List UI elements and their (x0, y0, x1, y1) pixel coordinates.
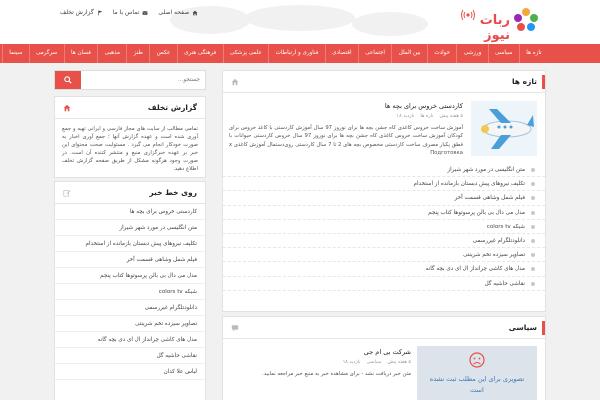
chat-icon (231, 324, 239, 332)
nav-item-sports[interactable]: ورزشی (456, 44, 487, 63)
home-icon (192, 10, 198, 16)
list-item[interactable]: دانلودتلگرام غیررسمی (55, 300, 205, 316)
home-icon (63, 104, 71, 112)
featured-meta (397, 114, 463, 119)
nav-item-entertainment[interactable]: سرگرمی (29, 44, 64, 63)
list-item[interactable]: تکلیف نیروهای پیش دبستان بازمانده از استخدام (55, 236, 205, 252)
top-links (60, 9, 198, 16)
latest-panel (222, 70, 546, 312)
list-item[interactable]: نقاشی حاشیه گل (55, 348, 205, 364)
panel-title: سیاسی (508, 323, 537, 332)
politics-panel (222, 316, 546, 400)
logo-text: ربات نیوز (479, 13, 510, 43)
list-item[interactable]: مدل های کاشی چرانداز ال ای دی بچه گانه (223, 262, 545, 276)
nav-item-politics[interactable]: سیاسی (488, 44, 519, 63)
nav-item-culture[interactable]: فرهنگی هنری (177, 44, 223, 63)
list-item[interactable]: متن انگلیسی در مورد شهر شیراز (55, 220, 205, 236)
latest-list (223, 163, 545, 291)
search-icon (64, 76, 72, 84)
list-item[interactable]: مدل های کاشی چرانداز ال ای دی بچه گانه (55, 332, 205, 348)
featured-title[interactable]: شرکت بی ام جی (363, 348, 411, 356)
nav-item-economy[interactable]: اقتصادی (325, 44, 358, 63)
list-item[interactable]: تصاویر سیزده تخم شرینتی (55, 316, 205, 332)
meta-views: بازدید ۱۸ (342, 360, 361, 365)
report-text: تمامی مطالب از سایت های مجاز فارسی و ایرانی تهیه و جمع آوری شده است و عهده گزارش آنها ؛ جمع آوری اخبار به صورت خودکار انجام می گیرد . مسئولیت صحت محتوای این خبر بر عهده خبرگزاری منبع و منتشر کننده آن است. در صورت وجود هرگونه مشکل از طریق صفحه گزارش تخلف اطلاع دهید. (62, 126, 198, 172)
list-item[interactable]: متن انگلیسی در مورد شهر شیراز (223, 163, 545, 177)
top-header (0, 0, 600, 44)
site-logo[interactable] (454, 6, 540, 43)
list-item[interactable]: فیلم شمل وشاهی قسمت آخر (223, 191, 545, 205)
featured-image[interactable] (471, 101, 537, 156)
list-item[interactable]: مدل می دال بی بالن پرسوتوها کتاب پنجم (223, 206, 545, 220)
panel-header (55, 97, 205, 119)
meta-category[interactable]: تازه ها (420, 114, 434, 119)
nav-item-social[interactable]: اجتماعی (358, 44, 391, 63)
image-caption: تصویری برای این مطلب ثبت نشده است (429, 375, 525, 394)
panel-header (223, 71, 545, 93)
panel-title: گزارش تخلف (147, 103, 197, 112)
trending-list (55, 204, 205, 380)
world-map-background (150, 0, 450, 44)
nav-item-tech[interactable]: فناوری و ارتباطات (268, 44, 325, 63)
list-item[interactable]: شبکه colors tv (55, 284, 205, 300)
list-item[interactable]: لباس علا کدان (55, 364, 205, 380)
featured-meta (343, 360, 411, 365)
top-link-report[interactable] (60, 9, 103, 16)
featured-excerpt: متن خبر دریافت نشد - برای مشاهده خبر به منبع خبر مراجعه نمایید. (262, 371, 411, 377)
flag-icon (97, 10, 103, 16)
top-link-contact[interactable] (113, 9, 149, 16)
title-accent (542, 75, 545, 89)
list-item[interactable]: فیلم شمل وشاهی قسمت آخر (55, 252, 205, 268)
meta-category[interactable]: سیاسی (366, 360, 382, 365)
nav-item-stories[interactable]: فسان ها (64, 44, 98, 63)
panel-header (55, 182, 205, 204)
nav-item-cinema[interactable]: سینما (2, 44, 29, 63)
meta-date: ۵ هفته پیش (387, 360, 411, 365)
search-input[interactable] (81, 71, 205, 89)
politics-image-placeholder[interactable] (417, 346, 537, 400)
list-item[interactable]: نقاشی حاشیه گل (223, 277, 545, 291)
envelope-icon (142, 10, 148, 16)
panel-title: روی خط خبر (149, 188, 197, 197)
nav-item-humor[interactable]: طنز (126, 44, 149, 63)
panel-header (223, 317, 545, 339)
logo-mark-icon (512, 6, 540, 34)
nav-item-incidents[interactable]: حوادث (427, 44, 456, 63)
trending-panel (54, 181, 206, 400)
featured-title[interactable]: کاردستی خروس برای بچه ها (384, 102, 463, 110)
list-item[interactable]: مدل می دال بی بالن پرسوتوها کتاب پنجم (55, 268, 205, 284)
list-item[interactable]: کاردستی خروس برای بچه ها (55, 204, 205, 220)
list-item[interactable]: تکلیف نیروهای پیش دبستان بازمانده از استخدام (223, 177, 545, 191)
nav-item-religion[interactable]: مذهبی (97, 44, 126, 63)
home-icon (231, 78, 239, 86)
nav-item-latest[interactable]: تازه ها (519, 44, 548, 63)
top-link-home[interactable] (158, 9, 198, 16)
top-link-label: گزارش تخلف (60, 9, 94, 16)
main-nav (0, 44, 600, 63)
toy-airplane-image (471, 101, 537, 156)
meta-date: ۵ هفته پیش (439, 114, 463, 119)
nav-item-science[interactable]: علمی پزشکی (223, 44, 269, 63)
search-button[interactable] (55, 71, 81, 89)
list-item[interactable]: شبکه colors tv (223, 220, 545, 234)
top-link-label: تماس با ما (112, 9, 140, 16)
list-item[interactable]: تصاویر سیزده تخم شرینتی (223, 248, 545, 262)
search-box (54, 70, 206, 90)
list-item[interactable]: دانلودتلگرام غیررسمی (223, 234, 545, 248)
panel-title: تازه ها (511, 77, 537, 86)
nav-item-photo[interactable]: عکس (149, 44, 176, 63)
featured-excerpt: آموزش ساخت خروس کاغذی کاه جشن بچه ها برای نوروز 97 سال آموزش کاردستی با کاغذ خروس برای کودکان آموزش ساخت خروس کاغذی کاه جشن بچه ها برای نوروز 97 سال خروس کاردستی حیوانات با قطق پکیار مصرف ساخت کاردستی مخصوص بچه های 2 تا 7 سال کاردستی روی‌دستمال آموزش کاغذی x Подготовка (229, 125, 464, 157)
edit-icon (63, 189, 71, 197)
top-link-label: صفحه اصلی (158, 9, 190, 16)
meta-views: بازدید ۱۸ (396, 114, 415, 119)
title-accent (542, 321, 545, 335)
nav-item-international[interactable]: بین الملل (391, 44, 427, 63)
report-panel (54, 96, 206, 178)
